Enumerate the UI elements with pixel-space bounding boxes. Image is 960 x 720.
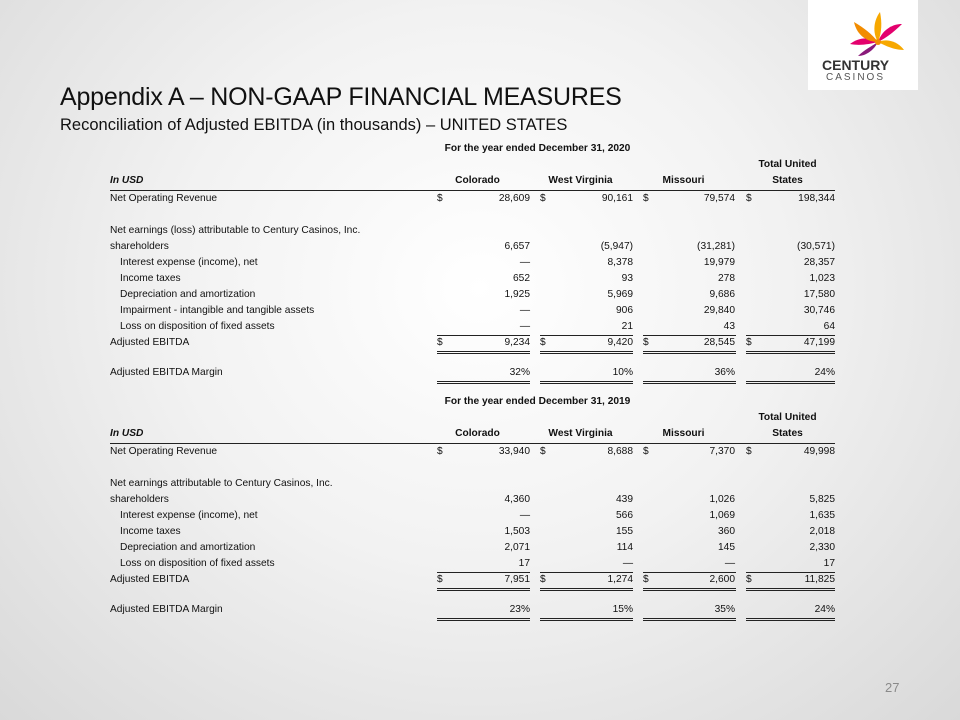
currency-symbol: $ [437, 337, 443, 348]
column-header: Missouri [662, 428, 705, 439]
cell-value: 28,545 [703, 337, 735, 348]
column-header: Missouri [662, 175, 705, 186]
cell-value: 32% [509, 367, 530, 378]
cell-value: 906 [616, 305, 633, 316]
cell-value: 28,357 [803, 257, 835, 268]
cell-value: — [519, 305, 530, 316]
cell-value: 24% [814, 604, 835, 615]
cell-value: 360 [718, 526, 735, 537]
logo-word-century: CENTURY [822, 57, 890, 73]
table-row [110, 255, 835, 271]
table-row [110, 556, 835, 572]
cell-value: 17 [518, 558, 530, 569]
total-rule [746, 381, 835, 384]
cell-value: 9,420 [607, 337, 633, 348]
cell-value: 47,199 [803, 337, 835, 348]
total-rule [437, 351, 530, 354]
total-rule [746, 618, 835, 621]
cell-value: 33,940 [498, 446, 530, 457]
unit-label: In USD [110, 175, 144, 186]
table-row [110, 572, 835, 588]
cell-value: (5,947) [600, 241, 633, 252]
cell-value: 5,969 [607, 289, 633, 300]
cell-value: 90,161 [601, 193, 633, 204]
row-label: Income taxes [120, 273, 181, 284]
currency-symbol: $ [746, 446, 752, 457]
cell-value: 19,979 [703, 257, 735, 268]
cell-value: 49,998 [803, 446, 835, 457]
row-label: Net earnings (loss) attributable to Century Casinos, Inc. [110, 225, 361, 236]
period-header: For the year ended December 31, 2020 [444, 143, 631, 154]
cell-value: 1,023 [809, 273, 835, 284]
cell-value: 1,635 [809, 510, 835, 521]
table-row [110, 476, 835, 492]
cell-value: 1,026 [709, 494, 735, 505]
cell-value: 11,825 [804, 574, 835, 585]
cell-value: 145 [718, 542, 735, 553]
column-header-total-top: Total United [758, 159, 817, 170]
currency-symbol: $ [643, 446, 649, 457]
cell-value: — [519, 510, 530, 521]
cell-value: 2,018 [809, 526, 835, 537]
cell-value: — [724, 558, 735, 569]
column-header-total-bottom: States [772, 175, 803, 186]
table-row [110, 508, 835, 524]
cell-value: 1,274 [607, 574, 633, 585]
total-rule [437, 588, 530, 591]
cell-value: 64 [823, 321, 835, 332]
page-number: 27 [885, 680, 900, 695]
cell-value: 15% [612, 604, 633, 615]
table-row [110, 287, 835, 303]
cell-value: 8,688 [607, 446, 633, 457]
table-row [110, 365, 835, 381]
cell-value: — [519, 321, 530, 332]
row-label: Net Operating Revenue [110, 446, 218, 457]
column-header: Colorado [455, 428, 500, 439]
cell-value: 17 [823, 558, 835, 569]
cell-value: 2,071 [504, 542, 530, 553]
column-header: West Virginia [548, 428, 613, 439]
table-row [110, 271, 835, 287]
row-label: Impairment - intangible and tangible assets [120, 305, 315, 316]
total-rule [643, 618, 736, 621]
cell-value: 36% [714, 367, 735, 378]
page-title: Appendix A – NON-GAAP FINANCIAL MEASURES [60, 83, 622, 111]
row-label: shareholders [110, 494, 169, 505]
row-label: Net Operating Revenue [110, 193, 218, 204]
total-rule [540, 618, 633, 621]
column-header: West Virginia [548, 175, 613, 186]
total-rule [643, 351, 736, 354]
cell-value: 1,069 [709, 510, 735, 521]
total-rule [540, 381, 633, 384]
cell-value: 155 [616, 526, 633, 537]
row-label: Depreciation and amortization [120, 289, 256, 300]
total-rule [540, 351, 633, 354]
cell-value: 29,840 [703, 305, 735, 316]
currency-symbol: $ [540, 337, 546, 348]
currency-symbol: $ [746, 193, 752, 204]
cell-value: 17,580 [803, 289, 835, 300]
cell-value: 24% [814, 367, 835, 378]
cell-value: 198,344 [798, 193, 835, 204]
cell-value: 8,378 [607, 257, 633, 268]
total-rule [540, 588, 633, 591]
cell-value: 10% [612, 367, 633, 378]
table-row [110, 540, 835, 556]
table-row [110, 492, 835, 508]
currency-symbol: $ [437, 446, 443, 457]
table-row [110, 444, 835, 460]
cell-value: 9,686 [709, 289, 735, 300]
row-label: Interest expense (income), net [120, 257, 258, 268]
page-subtitle: Reconciliation of Adjusted EBITDA (in thousands) – UNITED STATES [60, 116, 568, 134]
period-header: For the year ended December 31, 2019 [444, 396, 631, 407]
currency-symbol: $ [643, 574, 649, 585]
currency-symbol: $ [437, 574, 443, 585]
cell-value: 114 [616, 542, 633, 553]
cell-value: 93 [621, 273, 633, 284]
table-row [110, 319, 835, 335]
cell-value: 7,370 [709, 446, 735, 457]
cell-value: 652 [513, 273, 530, 284]
currency-symbol: $ [746, 574, 752, 585]
cell-value: 43 [723, 321, 735, 332]
cell-value: 566 [616, 510, 633, 521]
century-casinos-logo [808, 0, 918, 90]
cell-value: 5,825 [809, 494, 835, 505]
row-label: Adjusted EBITDA Margin [110, 367, 223, 378]
logo-word-casinos: CASINOS [826, 72, 886, 83]
column-header-total-bottom: States [772, 428, 803, 439]
cell-value: 278 [718, 273, 735, 284]
cell-value: (30,571) [797, 241, 835, 252]
column-header-total-top: Total United [758, 412, 817, 423]
cell-value: 1,503 [504, 526, 530, 537]
row-label: Adjusted EBITDA Margin [110, 604, 223, 615]
cell-value: (31,281) [697, 241, 735, 252]
cell-value: 23% [509, 604, 530, 615]
table-row [110, 191, 835, 207]
row-label: shareholders [110, 241, 169, 252]
unit-label: In USD [110, 428, 144, 439]
table-row [110, 239, 835, 255]
cell-value: 9,234 [504, 337, 530, 348]
cell-value: 35% [714, 604, 735, 615]
currency-symbol: $ [540, 446, 546, 457]
row-label: Loss on disposition of fixed assets [120, 558, 275, 569]
total-rule [437, 381, 530, 384]
column-header: Colorado [455, 175, 500, 186]
cell-value: 28,609 [498, 193, 530, 204]
reconciliation-table-2019 [110, 396, 835, 621]
currency-symbol: $ [437, 193, 443, 204]
table-row [110, 303, 835, 319]
row-label: Depreciation and amortization [120, 542, 256, 553]
cell-value: 4,360 [504, 494, 530, 505]
cell-value: 79,574 [703, 193, 735, 204]
row-label: Adjusted EBITDA [110, 337, 190, 348]
table-row [110, 524, 835, 540]
row-label: Net earnings attributable to Century Casinos, Inc. [110, 478, 333, 489]
total-rule [746, 351, 835, 354]
currency-symbol: $ [643, 337, 649, 348]
cell-value: 6,657 [504, 241, 530, 252]
currency-symbol: $ [540, 193, 546, 204]
cell-value: 30,746 [803, 305, 835, 316]
cell-value: 7,951 [504, 574, 530, 585]
total-rule [437, 618, 530, 621]
cell-value: 439 [616, 494, 633, 505]
row-label: Interest expense (income), net [120, 510, 258, 521]
currency-symbol: $ [540, 574, 546, 585]
starburst-logo-icon [808, 0, 918, 90]
table-row [110, 335, 835, 351]
row-label: Income taxes [120, 526, 181, 537]
row-label: Adjusted EBITDA [110, 574, 190, 585]
total-rule [643, 588, 736, 591]
row-label: Loss on disposition of fixed assets [120, 321, 275, 332]
cell-value: — [519, 257, 530, 268]
total-rule [746, 588, 835, 591]
cell-value: 21 [621, 321, 633, 332]
cell-value: — [622, 558, 633, 569]
currency-symbol: $ [643, 193, 649, 204]
cell-value: 2,600 [709, 574, 735, 585]
reconciliation-table-2020 [110, 143, 835, 383]
total-rule [643, 381, 736, 384]
cell-value: 2,330 [809, 542, 835, 553]
currency-symbol: $ [746, 337, 752, 348]
cell-value: 1,925 [504, 289, 530, 300]
table-row [110, 223, 835, 239]
table-row [110, 602, 835, 618]
